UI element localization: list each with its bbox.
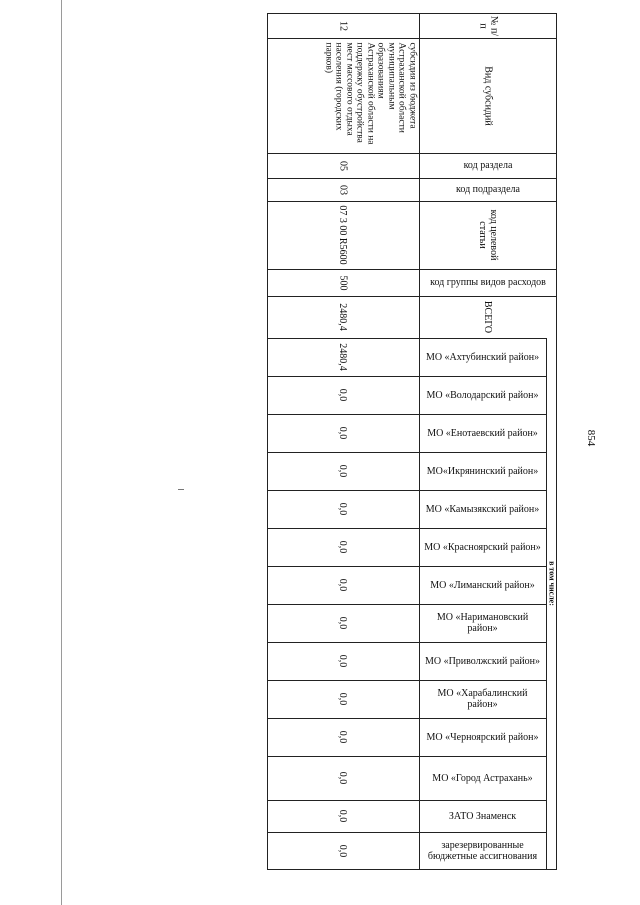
cell-tsel-statya: 07 3 00 R5600	[337, 205, 349, 265]
cell-num: 12	[337, 20, 349, 31]
municipality-name: МО «Красноярский район»	[424, 541, 541, 553]
municipality-value: 0,0	[337, 692, 349, 706]
header-tsel-statya: код целевой статьи	[477, 209, 499, 261]
municipality-value: 0,0	[337, 388, 349, 402]
header-vsego: ВСЕГО	[482, 300, 494, 334]
municipality-value: 0,0	[337, 540, 349, 554]
municipality-value: 0,0	[337, 426, 349, 440]
municipality-name: МО«Икрянинский район»	[426, 465, 539, 477]
header-podrazdel: код подраздела	[456, 184, 520, 195]
municipality-value: 0,0	[337, 844, 349, 858]
municipality-name: МО «Город Астрахань»	[432, 772, 533, 784]
header-num: № п/п	[477, 15, 499, 36]
cell-razdel: 05	[337, 160, 349, 171]
municipality-value: 0,0	[337, 578, 349, 592]
v-tom-chisle-label: в том числе:	[547, 561, 557, 606]
municipality-value: 0,0	[337, 809, 349, 823]
municipality-value: 0,0	[337, 616, 349, 630]
municipality-name: ЗАТО Знаменск	[448, 810, 517, 822]
header-razdel: код раздела	[463, 160, 513, 171]
municipality-name: МО «Лиманский район»	[430, 579, 535, 591]
municipality-name: МО «Ахтубинский район»	[425, 351, 540, 363]
municipality-name: МО «Наримановский район»	[436, 612, 529, 634]
municipality-name: МО «Черноярский район»	[426, 731, 539, 743]
municipality-value: 0,0	[337, 464, 349, 478]
header-type: Вид субсидий	[482, 65, 494, 126]
cell-vsego: 2480,4	[337, 303, 349, 331]
cell-podrazdel: 03	[337, 184, 349, 195]
municipality-name: зарезервированные бюджетные ассигнования	[427, 840, 538, 862]
municipality-value: 2480,4	[337, 343, 349, 371]
municipality-name: МО «Приволжский район»	[424, 655, 541, 667]
municipality-value: 0,0	[337, 502, 349, 516]
cell-type: субсидия из бюджета Астраханской области муниципальным образованиям Астраханской области на поддержку обустройства мест массового отдыха населения (городских парков)	[323, 42, 417, 144]
municipality-value: 0,0	[337, 730, 349, 744]
municipality-value: 0,0	[337, 771, 349, 785]
municipality-name: МО «Володарский район»	[426, 389, 539, 401]
cell-gruppa: 500	[337, 275, 349, 290]
municipality-value: 0,0	[337, 654, 349, 668]
municipality-name: МО «Харабалинский район»	[437, 688, 528, 710]
municipality-name: МО «Камызякский район»	[425, 503, 540, 515]
header-gruppa: код группы видов расходов	[430, 277, 546, 288]
page-number: 854	[585, 429, 597, 447]
municipality-name: МО «Енотаевский район»	[427, 427, 538, 439]
